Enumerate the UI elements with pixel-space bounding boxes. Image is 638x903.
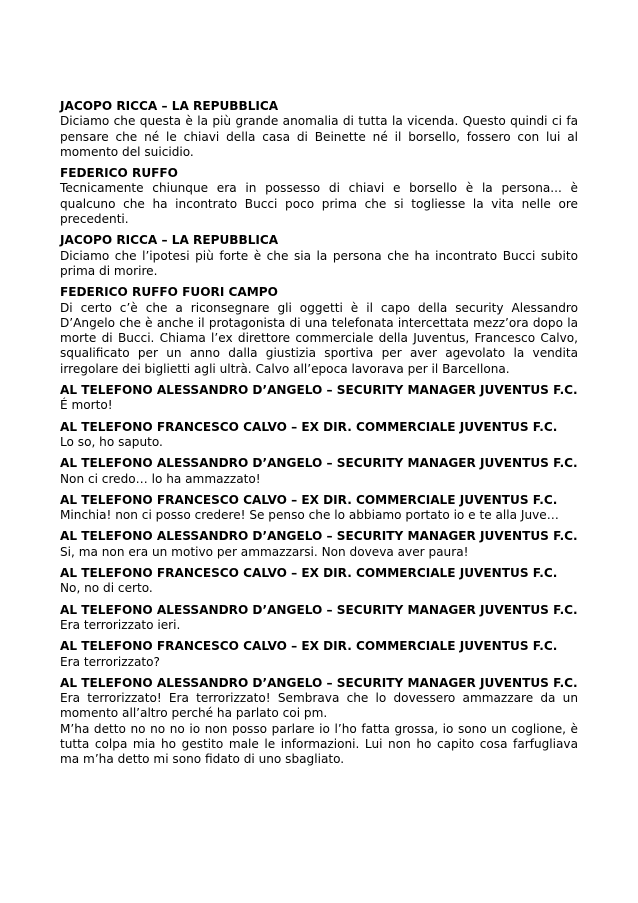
speaker-name: FEDERICO RUFFO <box>60 166 178 181</box>
speaker-name: AL TELEFONO ALESSANDRO D’ANGELO – SECURITY MANAGER JUVENTUS F.C. <box>60 383 578 398</box>
transcript-block <box>60 233 578 279</box>
speech-text: Di certo c’è che a riconsegnare gli oggetti è il capo della security Alessandro D’Angelo che è anche il protagonista di una telefonata intercettata mezz’ora dopo la morte di Bucci. Chiama l’ex direttore commerciale della Juventus, Francesco Calvo, squalificato per un anno dalla giustizia sportiva per aver agevolato la vendita irregolare dei biglietti agli ultrà. Calvo all’epoca lavorava per il Barcellona. <box>60 300 578 376</box>
transcript <box>60 99 578 774</box>
speaker-name: AL TELEFONO FRANCESCO CALVO – EX DIR. COMMERCIALE JUVENTUS F.C. <box>60 419 558 434</box>
speech-text: Diciamo che l’ipotesi più forte è che sia la persona che ha incontrato Bucci subito prima di morire. <box>60 248 578 278</box>
speaker-name: AL TELEFONO FRANCESCO CALVO – EX DIR. COMMERCIALE JUVENTUS F.C. <box>60 566 558 581</box>
transcript-block <box>60 639 578 670</box>
transcript-block <box>60 420 578 451</box>
speaker-name: AL TELEFONO ALESSANDRO D’ANGELO – SECURITY MANAGER JUVENTUS F.C. <box>60 456 578 471</box>
speech-text: Era terrorizzato! Era terrorizzato! Sembrava che lo dovessero ammazzare da un momento all’altro perché ha parlato coi pm. <box>60 691 578 721</box>
speech-text: Minchia! non ci posso credere! Se penso che lo abbiamo portato io e te alla Juve… <box>60 508 559 523</box>
speaker-name: JACOPO RICCA – LA REPUBBLICA <box>60 99 279 113</box>
speech-text: É morto! <box>60 398 113 413</box>
transcript-block <box>60 99 578 160</box>
speech-text: No, no di certo. <box>60 581 153 596</box>
transcript-block <box>60 493 578 524</box>
transcript-block <box>60 285 578 377</box>
transcript-block <box>60 166 578 227</box>
speech-text: Non ci credo… lo ha ammazzato! <box>60 471 261 486</box>
speech-text: Si, ma non era un motivo per ammazzarsi. Non doveva aver paura! <box>60 544 469 559</box>
speaker-name: AL TELEFONO ALESSANDRO D’ANGELO – SECURITY MANAGER JUVENTUS F.C. <box>60 602 578 617</box>
speech-text: Lo so, ho saputo. <box>60 434 163 449</box>
speech-text: Era terrorizzato? <box>60 654 160 669</box>
speaker-name: FEDERICO RUFFO FUORI CAMPO <box>60 285 278 300</box>
transcript-block <box>60 383 578 414</box>
speaker-name: JACOPO RICCA – LA REPUBBLICA <box>60 233 279 248</box>
transcript-block <box>60 456 578 487</box>
transcript-block <box>60 529 578 560</box>
speech-text: M’ha detto no no no io non posso parlare io l’ho fatta grossa, io sono un coglione, è tutta colpa mia ho gestito male le informazioni. Lui non ho capito cosa farfugliava ma m’ha detto mi sono fidato di uno sbagliato. <box>60 721 578 767</box>
transcript-block <box>60 566 578 597</box>
speaker-name: AL TELEFONO FRANCESCO CALVO – EX DIR. COMMERCIALE JUVENTUS F.C. <box>60 639 558 654</box>
transcript-block <box>60 676 578 768</box>
speech-text: Tecnicamente chiunque era in possesso di chiavi e borsello è la persona... è qualcuno che ha incontrato Bucci poco prima che si togliesse la vita nelle ore precedenti. <box>60 181 578 227</box>
transcript-block <box>60 603 578 634</box>
speech-text: Era terrorizzato ieri. <box>60 617 181 632</box>
speech-text: Diciamo che questa è la più grande anomalia di tutta la vicenda. Questo quindi ci fa pensare che né le chiavi della casa di Beinette né il borsello, fossero con lui al momento del suicidio. <box>60 114 578 159</box>
speaker-name: AL TELEFONO FRANCESCO CALVO – EX DIR. COMMERCIALE JUVENTUS F.C. <box>60 492 558 507</box>
speaker-name: AL TELEFONO ALESSANDRO D’ANGELO – SECURITY MANAGER JUVENTUS F.C. <box>60 529 578 544</box>
speaker-name: AL TELEFONO ALESSANDRO D’ANGELO – SECURITY MANAGER JUVENTUS F.C. <box>60 675 578 690</box>
